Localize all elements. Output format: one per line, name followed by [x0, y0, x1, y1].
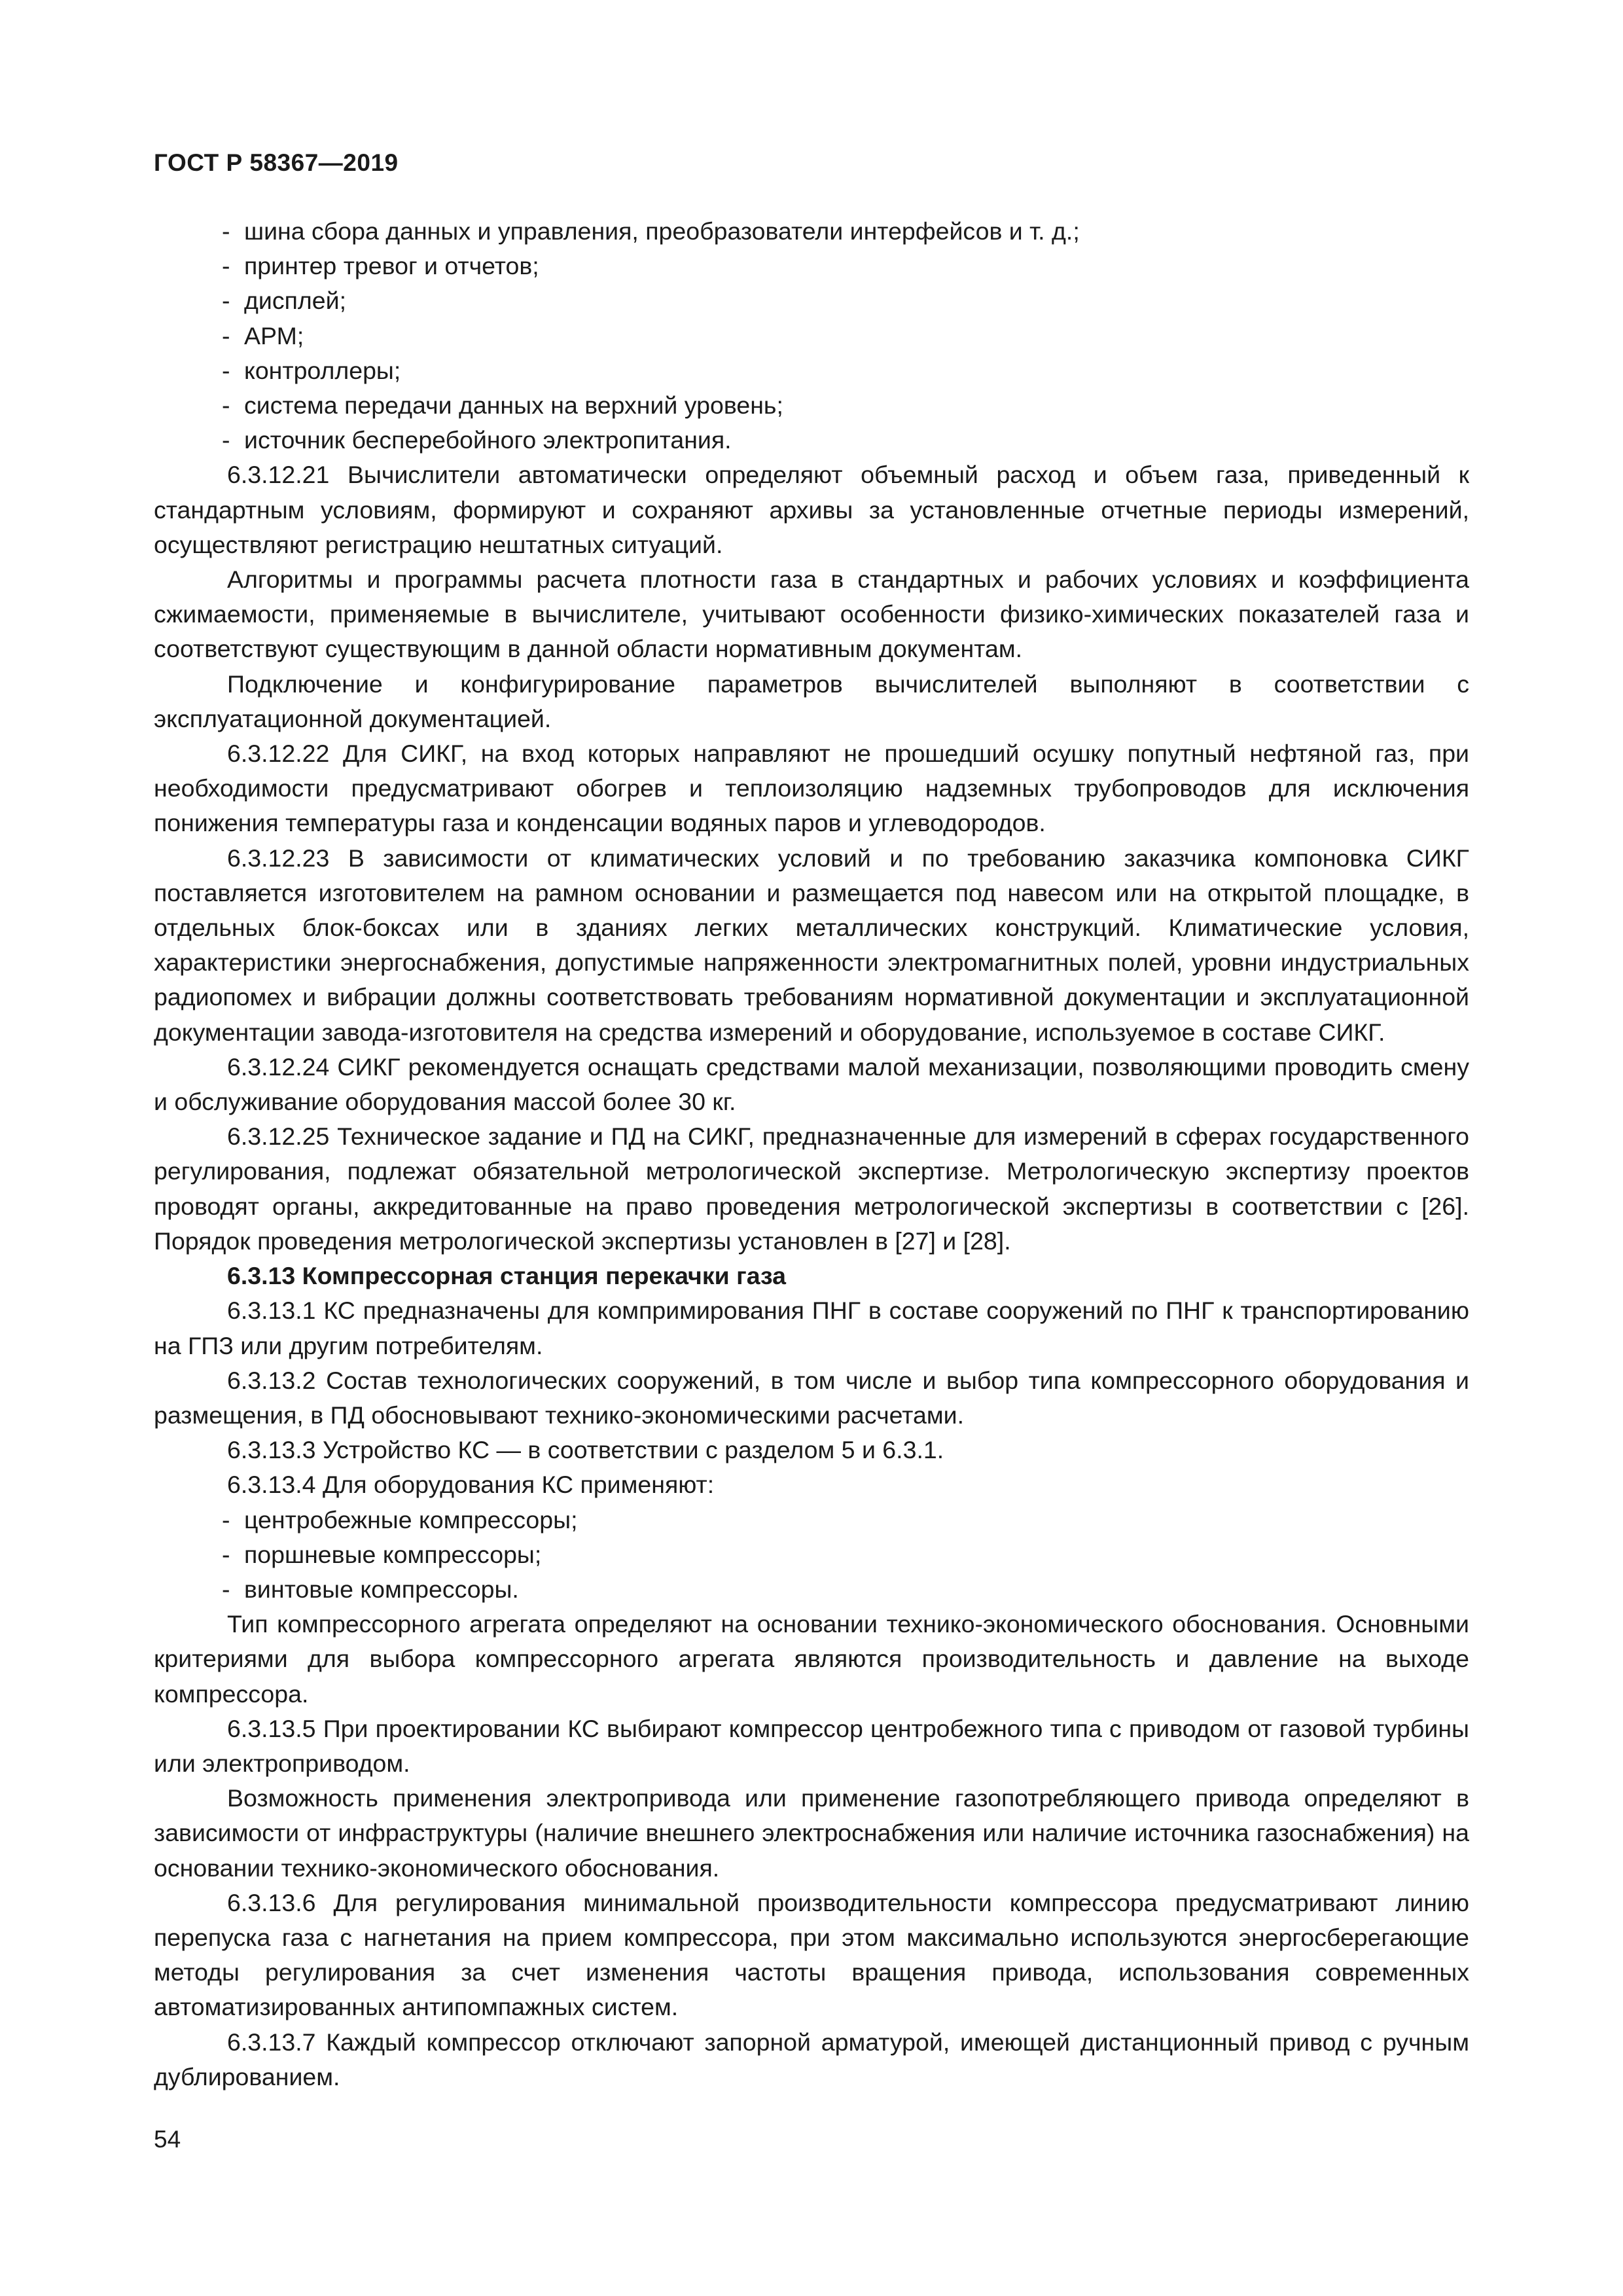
list-item: - принтер тревог и отчетов; [222, 252, 539, 280]
paragraph-6-3-13-3: 6.3.13.3 Устройство КС — в соответствии с разделом 5 и 6.3.1. [227, 1436, 944, 1464]
list-item: - источник бесперебойного электропитания. [222, 426, 732, 454]
list-item: - шина сбора данных и управления, преобразователи интерфейсов и т. д.; [222, 217, 1080, 245]
paragraph-compressor-type: Тип компрессорного агрегата определяют на основании технико-экономического обоснования. Основными критериями для выбора компрессорного агрегата являются производительность и давление на выходе компрессора. [154, 1610, 1469, 1708]
paragraph-connection: Подключение и конфигурирование параметров вычислителей выполняют в соответствии с эксплуатационной документацией. [154, 670, 1469, 732]
section-heading-6-3-13: 6.3.13 Компрессорная станция перекачки газа [227, 1262, 787, 1290]
paragraph-6-3-13-7: 6.3.13.7 Каждый компрессор отключают запорной арматурой, имеющей дистанционный привод с ручным дублированием. [154, 2028, 1469, 2090]
paragraph-6-3-13-4: 6.3.13.4 Для оборудования КС применяют: [227, 1471, 715, 1499]
paragraph-6-3-13-2: 6.3.13.2 Состав технологических сооружений, в том числе и выбор типа компрессорного оборудования и размещения, в ПД обосновывают технико-экономическими расчетами. [154, 1366, 1469, 1429]
paragraph-6-3-12-25: 6.3.12.25 Техническое задание и ПД на СИКГ, предназначенные для измерений в сферах государственного регулирования, подлежат обязательной метрологической экспертизе. Метрологическую экспертизу проектов проводят органы, аккредитованные на право проведения метрологической экспертизы в соответствии с [26]. Порядок проведения метрологической экспертизы установлен в [27] и [28]. [154, 1122, 1469, 1255]
list-item: - поршневые компрессоры; [222, 1540, 542, 1568]
list-item: - АРМ; [222, 321, 304, 350]
standard-header: ГОСТ Р 58367—2019 [154, 149, 399, 176]
list-item: - винтовые компрессоры. [222, 1575, 519, 1603]
paragraph-drive-possibility: Возможность применения электропривода или применение газопотребляющего привода определяют в зависимости от инфраструктуры (наличие внешнего электроснабжения или наличие источника газоснабжения) на основании технико-экономического обоснования. [154, 1784, 1469, 1882]
paragraph-6-3-12-23: 6.3.12.23 В зависимости от климатических условий и по требованию заказчика компоновка СИКГ поставляется изготовителем на рамном основании и размещается под навесом или на открытой площадке, в отдельных блок-боксах или в зданиях легких металлических конструкций. Климатические условия, характеристики энергоснабжения, допустимые напряженности электромагнитных полей, уровни индустриальных радиопомех и вибрации должны соответствовать требованиям нормативной документации и эксплуатационной документации завода-изготовителя на средства измерений и оборудование, используемое в составе СИКГ. [154, 844, 1469, 1046]
paragraph-6-3-12-21: 6.3.12.21 Вычислители автоматически определяют объемный расход и объем газа, приведенный к стандартным условиям, формируют и сохраняют архивы за установленные отчетные периоды измерений, осуществляют регистрацию нештатных ситуаций. [154, 461, 1469, 558]
page-number: 54 [154, 2126, 181, 2153]
list-item: - центробежные компрессоры; [222, 1505, 578, 1534]
paragraph-6-3-13-6: 6.3.13.6 Для регулирования минимальной производительности компрессора предусматривают линию перепуска газа с нагнетания на прием компрессора, при этом максимально используются энергосберегающие методы регулирования за счет изменения частоты вращения привода, использования современных автоматизированных антипомпажных систем. [154, 1888, 1469, 2021]
paragraph-6-3-12-24: 6.3.12.24 СИКГ рекомендуется оснащать средствами малой механизации, позволяющими проводить смену и обслуживание оборудования массой более 30 кг. [154, 1052, 1469, 1116]
paragraph-6-3-13-5: 6.3.13.5 При проектировании КС выбирают компрессор центробежного типа с приводом от газовой турбины или электроприводом. [154, 1714, 1469, 1777]
list-item: - дисплей; [222, 287, 346, 315]
document-body [154, 214, 1469, 2094]
list-item: - система передачи данных на верхний уровень; [222, 391, 783, 420]
paragraph-6-3-12-22: 6.3.12.22 Для СИКГ, на вход которых направляют не прошедший осушку попутный нефтяной газ, при необходимости предусматривают обогрев и теплоизоляцию надземных трубопроводов для исключения понижения температуры газа и конденсации водяных паров и углеводородов. [154, 740, 1469, 837]
list-item: - контроллеры; [222, 356, 401, 384]
paragraph-algorithms: Алгоритмы и программы расчета плотности газа в стандартных и рабочих условиях и коэффициента сжимаемости, применяемые в вычислителе, учитывают особенности физико-химических показателей газа и соответствуют существующим в данной области нормативным документам. [154, 565, 1469, 663]
paragraph-6-3-13-1: 6.3.13.1 КС предназначены для компримирования ПНГ в составе сооружений по ПНГ к транспортированию на ГПЗ или другим потребителям. [154, 1297, 1469, 1359]
